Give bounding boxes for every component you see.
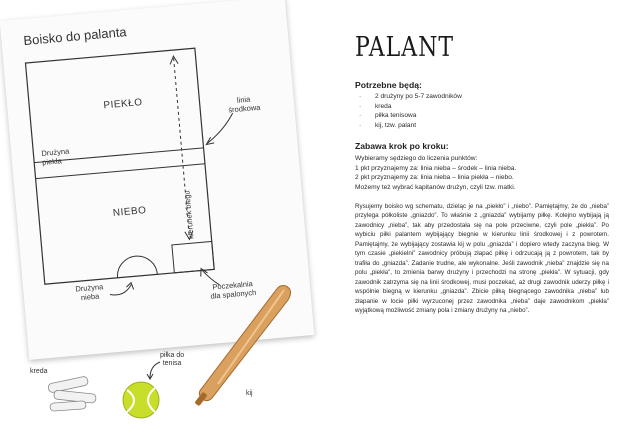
ball-arrow: [144, 360, 164, 382]
bat-illustration: [188, 280, 298, 420]
heaven-team-arrow: [109, 285, 132, 296]
label-pieklo: PIEKŁO: [103, 96, 143, 112]
label-kij: kij: [246, 390, 253, 397]
rules-paragraph: Rysujemy boisko wg schematu, dzieląc je na „piekło” i „niebo”. Pamiętajmy, że do „nieba” przylega półkoliste „gniazdo”. To właśnie z „gniazda” wybijamy piłkę. Kolejno wybijają ją zawodnicy „nieba”, tak aby przedostała się na pole przeciwne, czyli pole „piekła”. Po wybiciu piłki palantem wybijający biegnie w kierunku linii środkowej i z powrotem. Pamiętajmy, że wybijający zostawia kij w polu „gniazda” i dopiero wtedy zaczyna bieg. W tym czasie „piekielni” zawodnicy próbują złapać piłkę i odrzucają ją z powrotem, tak by trafiła do „gniazda”. Zadanie trudne, ale wykonalne. Jeśli zawodnik „nieba” znajdzie się na polu „piekła”, to zmienia barwy drużyny i przechodzi na stronę „piekła”. W sytuacji, gdy zawodnik zatrzyma się na linii środkowej, musi poczekać, aż drugi zawodnik uderzy piłkę i wspólnie biegną w kierunku „gniazda”. Zbicie piłką biegnącego zawodnika „nieba” lub złapanie w locie piłki wyrzuconej przez zawodnika „nieba” daje zawodnikom „piekła” wyjątkową możliwość zmiany pola i zmiany drużyny na „niebo”.: [355, 203, 609, 314]
article-title: PALANT: [355, 32, 455, 64]
tennis-ball-illustration: [121, 380, 161, 420]
diagram-title: Boisko do palanta: [22, 24, 128, 49]
list-item: · kij, tzw. palant: [355, 121, 462, 131]
heaven-line: [36, 164, 205, 179]
step-line: 1 pkt przyznajemy za: linia nieba – środek – linia nieba.: [355, 164, 517, 172]
label-druzyna-piekla: Drużyna piekła: [41, 146, 70, 167]
step-line: Możemy też wybrać kapitanów drużyn, czyli tzw. matki.: [355, 183, 516, 191]
waiting-box: [172, 241, 214, 272]
needs-list: [355, 92, 462, 130]
list-item: · piłka tenisowa: [355, 111, 462, 121]
label-kreda: kreda: [30, 368, 48, 375]
step-line: 2 pkt przyznajemy za: linia nieba – linia piekła – niebo.: [355, 174, 514, 182]
steps-heading: Zabawa krok po kroku:: [355, 141, 449, 151]
label-niebo: NIEBO: [112, 205, 147, 219]
label-linia-srodkowa: linia środkowa: [227, 94, 261, 115]
label-druzyna-nieba: Drużyna nieba: [74, 282, 104, 302]
step-line: Wybieramy sędziego do liczenia punktów:: [355, 155, 478, 162]
chalk-illustration: [44, 372, 104, 416]
label-pilka: piłka do tenisa: [160, 352, 185, 368]
list-item: · 2 drużyny po 5-7 zawodników: [355, 92, 462, 102]
needs-heading: Potrzebne będą:: [355, 80, 422, 90]
list-item: · kreda: [355, 102, 462, 112]
label-kierunek-biegu: kierunek biegu: [182, 189, 196, 240]
steps-text: [355, 154, 516, 192]
label-poczekalnia: Poczekalnia dla spalonych: [210, 279, 257, 301]
